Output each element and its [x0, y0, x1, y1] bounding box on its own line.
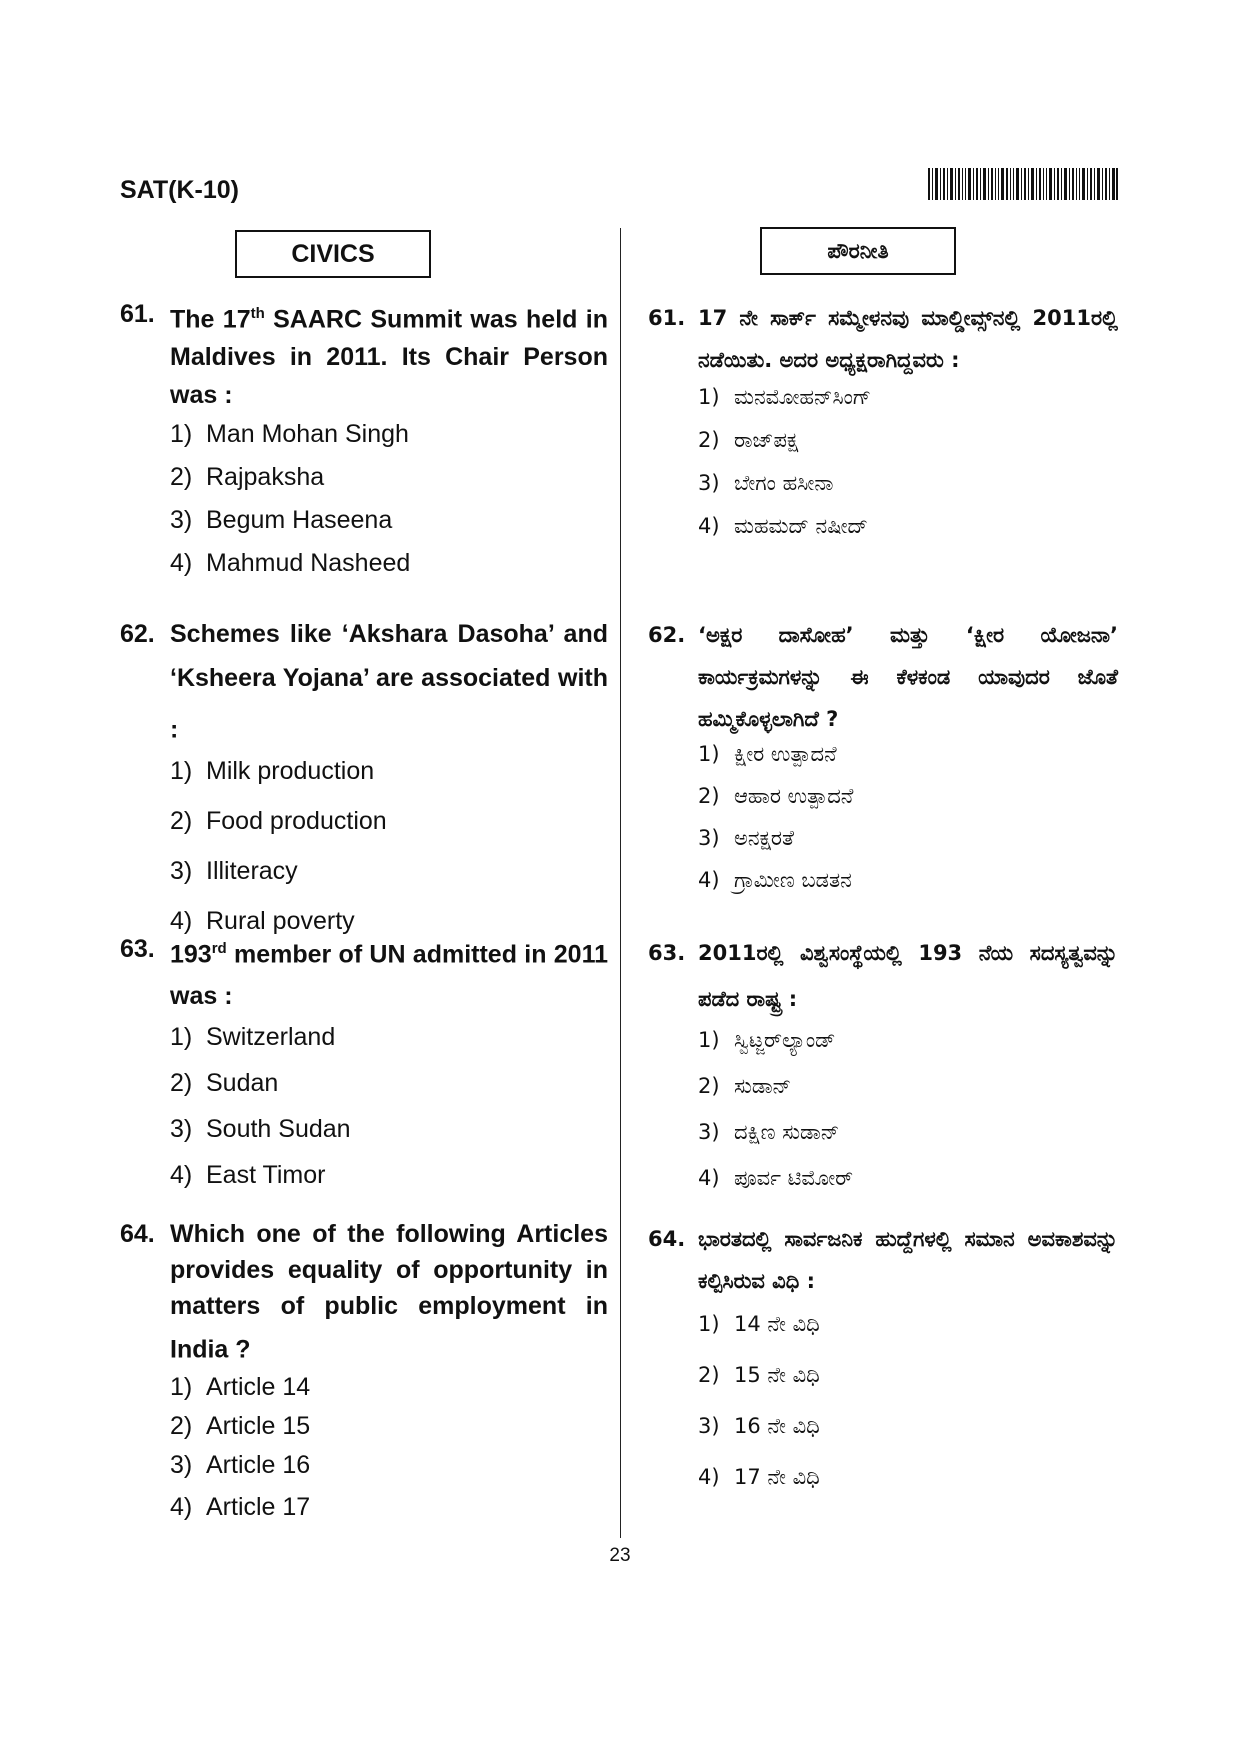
question-61 — [120, 295, 608, 592]
option-number: 4) — [698, 868, 720, 892]
option-text: ಮನಮೋಹನ್‌ಸಿಂಗ್ — [734, 385, 872, 409]
option-text: Article 14 — [206, 1373, 311, 1402]
page-number: 23 — [609, 1545, 631, 1566]
option-number: 1) — [170, 1373, 193, 1402]
option-text: Article 16 — [206, 1451, 311, 1480]
option-text: ಸುಡಾನ್ — [734, 1074, 792, 1098]
option-number: 4) — [170, 1161, 193, 1190]
question-text: 2011ರಲ್ಲಿ ವಿಶ್ವಸಂಸ್ಥೆಯಲ್ಲಿ 193 ನೆಯ ಸದಸ್ಯತ್ವವನ್ನು ಪಡೆದ ರಾಷ್ಟ್ರ : — [698, 941, 1118, 1011]
option-number: 4) — [170, 549, 193, 578]
option-number: 2) — [170, 1069, 193, 1098]
option-number: 2) — [698, 1074, 720, 1098]
option-number: 4) — [698, 514, 720, 538]
question-number: 63. — [648, 941, 686, 965]
question-number: 63. — [120, 935, 155, 963]
option-text: Begum Haseena — [206, 506, 393, 535]
question-text: Schemes like ‘Akshara Dasoha’ and ‘Ksheera Yojana’ are associated with : — [170, 620, 608, 744]
option-text: ರಾಜ್‌ಪಕ್ಷ — [734, 428, 799, 452]
option-text: Illiteracy — [206, 857, 298, 886]
option-number: 3) — [698, 1120, 720, 1144]
option-number: 4) — [698, 1166, 720, 1190]
option-number: 3) — [170, 857, 193, 886]
question-63 — [120, 928, 608, 1207]
option-text: Article 15 — [206, 1412, 311, 1441]
option-number: 1) — [698, 1028, 720, 1052]
option-number: 2) — [698, 428, 720, 452]
option-number: 3) — [698, 826, 720, 850]
question-63-kannada — [648, 930, 1118, 1212]
section-title-civics: CIVICS — [235, 230, 431, 278]
option-text: 16 ನೇ ವಿಧಿ — [734, 1414, 820, 1438]
option-text: Switzerland — [206, 1023, 336, 1052]
option-number: 2) — [170, 807, 193, 836]
option-text: ಸ್ವಿಟ್ಜರ್‌ಲ್ಯಾಂಡ್ — [734, 1028, 836, 1052]
option-number: 3) — [698, 471, 720, 495]
option-number: 1) — [170, 1023, 193, 1052]
option-text: ಆಹಾರ ಉತ್ಪಾದನೆ — [734, 784, 854, 808]
option-text: Food production — [206, 807, 387, 836]
option-number: 3) — [170, 1115, 193, 1144]
option-number: 2) — [170, 463, 193, 492]
option-number: 2) — [170, 1412, 193, 1441]
option-number: 4) — [170, 907, 193, 936]
paper-code: SAT(K-10) — [120, 176, 239, 204]
question-text: 193rd member of UN admitted in 2011 was : — [170, 940, 608, 1011]
option-text: Article 17 — [206, 1493, 311, 1522]
option-number: 2) — [698, 1363, 720, 1387]
option-number: 3) — [170, 1451, 193, 1480]
option-text: Man Mohan Singh — [206, 420, 409, 449]
question-number: 62. — [648, 623, 686, 647]
question-text: ಭಾರತದಲ್ಲಿ ಸಾರ್ವಜನಿಕ ಹುದ್ದೆಗಳಲ್ಲಿ ಸಮಾನ ಅವಕಾಶವನ್ನು ಕಲ್ಪಿಸಿರುವ ವಿಧಿ : — [698, 1227, 1118, 1293]
question-62-kannada — [648, 614, 1118, 910]
option-number: 4) — [698, 1465, 720, 1489]
option-text: East Timor — [206, 1161, 326, 1190]
option-number: 1) — [698, 742, 720, 766]
question-number: 64. — [120, 1220, 155, 1248]
option-number: 1) — [698, 385, 720, 409]
question-64-kannada — [648, 1218, 1118, 1516]
option-text: ಗ್ರಾಮೀಣ ಬಡತನ — [734, 868, 852, 892]
option-text: Mahmud Nasheed — [206, 549, 411, 578]
option-text: Rajpaksha — [206, 463, 325, 492]
option-text: Rural poverty — [206, 907, 355, 936]
option-text: ಅನಕ್ಷರತೆ — [734, 826, 794, 850]
option-number: 1) — [170, 420, 193, 449]
question-number: 61. — [648, 306, 686, 330]
option-text: 17 ನೇ ವಿಧಿ — [734, 1465, 820, 1489]
option-text: ದಕ್ಷಿಣ ಸುಡಾನ್ — [734, 1120, 840, 1144]
option-text: ಪೂರ್ವ ಟಿಮೋರ್ — [734, 1166, 854, 1190]
option-number: 4) — [170, 1493, 193, 1522]
question-64 — [120, 1216, 608, 1535]
question-62 — [120, 612, 608, 957]
option-number: 2) — [698, 784, 720, 808]
column-divider — [620, 228, 621, 1538]
question-number: 62. — [120, 620, 155, 648]
question-text: 17 ನೇ ಸಾರ್ಕ್ ಸಮ್ಮೇಳನವು ಮಾಲ್ಡೀವ್ಸ್‌ನಲ್ಲಿ 2011ರಲ್ಲಿ ನಡೆಯಿತು. ಅದರ ಅಧ್ಯಕ್ಷರಾಗಿದ್ದವರು : — [698, 306, 1118, 372]
option-text: Milk production — [206, 757, 375, 786]
barcode-image — [928, 168, 1118, 200]
question-text: Which one of the following Articles provides equality of opportunity in matters of public employment in India ? — [170, 1220, 608, 1364]
option-text: 14 ನೇ ವಿಧಿ — [734, 1312, 820, 1336]
question-61-kannada — [648, 297, 1118, 557]
option-number: 1) — [698, 1312, 720, 1336]
question-text: The 17th SAARC Summit was held in Maldives in 2011. Its Chair Person was : — [170, 305, 608, 410]
question-number: 61. — [120, 300, 155, 328]
section-title-kannada: ಪೌರನೀತಿ — [760, 227, 956, 275]
option-text: South Sudan — [206, 1115, 351, 1144]
question-number: 64. — [648, 1227, 686, 1251]
option-text: Sudan — [206, 1069, 279, 1098]
option-number: 3) — [698, 1414, 720, 1438]
option-text: 15 ನೇ ವಿಧಿ — [734, 1363, 820, 1387]
option-number: 1) — [170, 757, 193, 786]
option-text: ಬೇಗಂ ಹಸೀನಾ — [734, 471, 834, 495]
option-text: ಮಹಮದ್ ನಷೀದ್ — [734, 514, 868, 538]
option-text: ಕ್ಷೀರ ಉತ್ಪಾದನೆ — [734, 742, 837, 766]
question-text: ‘ಅಕ್ಷರ ದಾಸೋಹ’ ಮತ್ತು ‘ಕ್ಷೀರ ಯೋಜನಾ’ ಕಾರ್ಯಕ್ರಮಗಳನ್ನು ಈ ಕೆಳಕಂಡ ಯಾವುದರ ಜೊತೆ ಹಮ್ಮಿಕೊಳ್ಳಲಾಗಿದೆ ? — [698, 623, 1118, 731]
option-number: 3) — [170, 506, 193, 535]
